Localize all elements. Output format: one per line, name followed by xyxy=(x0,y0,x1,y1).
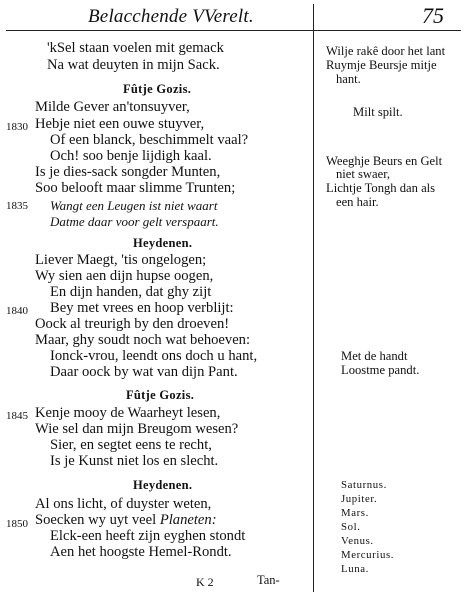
line-number: 1840 xyxy=(6,305,28,317)
margin-note: niet swaer, xyxy=(336,167,391,181)
verse-line: Is je Kunst niet los en slecht. xyxy=(50,453,219,469)
signature-mark: K 2 xyxy=(196,575,214,589)
verse-line: Aen het hoogste Hemel-Rondt. xyxy=(50,544,232,560)
verse-line xyxy=(35,512,217,529)
margin-note: hant. xyxy=(336,72,361,86)
verse-line: Datme daar voor gelt verspaart. xyxy=(50,214,219,229)
margin-note: Wilje rakê door het lant xyxy=(326,44,446,58)
planet-label: Venus. xyxy=(341,535,374,547)
planet-label: Jupiter. xyxy=(341,493,378,505)
verse-line: Hebje niet een ouwe stuyver, xyxy=(35,116,205,132)
planet-label: Mercurius. xyxy=(341,549,395,561)
verse-line: Na wat deuyten in mijn Sack. xyxy=(47,57,220,73)
verse-line: Soo belooft maar slimme Trunten; xyxy=(35,180,236,196)
column-divider xyxy=(313,4,314,592)
planet-label: Luna. xyxy=(341,563,369,575)
planet-label: Sol. xyxy=(341,521,361,533)
margin-note: Lichtje Tongh dan als xyxy=(326,181,436,195)
verse-line: Elck-een heeft zijn eyghen stondt xyxy=(50,528,246,544)
verse-line: Wy sien aen dijn hupse oogen, xyxy=(35,268,214,284)
verse-line: Al ons licht, of duyster weten, xyxy=(35,496,212,512)
running-head: Belacchende VVerelt. xyxy=(88,6,254,27)
speaker-heading: Fûtje Gozis. xyxy=(123,82,192,96)
verse-line: Sier, en segtet eens te recht, xyxy=(50,437,212,453)
verse-line-part: Soecken wy uyt veel xyxy=(35,512,160,528)
line-number: 1845 xyxy=(6,410,28,422)
verse-line: Wangt een Leugen ist niet waart xyxy=(50,198,218,213)
verse-line: Wie sel dan mijn Breugom wesen? xyxy=(35,421,239,437)
verse-line: Kenje mooy de Waarheyt lesen, xyxy=(35,405,221,421)
speaker-heading: Fûtje Gozis. xyxy=(126,388,195,402)
page-number: 75 xyxy=(422,3,444,28)
verse-line: Bey met vrees en hoop verblijt: xyxy=(50,300,234,316)
margin-note: Milt spilt. xyxy=(353,105,403,119)
verse-line: Liever Maegt, 'tis ongelogen; xyxy=(35,252,207,268)
verse-line: Ionck-vrou, leendt ons doch u hant, xyxy=(50,348,258,364)
verse-line: Of een blanck, beschimmelt vaal? xyxy=(50,132,249,148)
catchword: Tan- xyxy=(257,573,280,587)
margin-note: Loostme pandt. xyxy=(341,363,420,377)
margin-note: Ruymje Beursje mitje xyxy=(326,58,437,72)
verse-line: En dijn handen, dat ghy zijt xyxy=(50,284,212,300)
line-number: 1830 xyxy=(6,121,28,133)
line-number: 1835 xyxy=(6,200,28,212)
verse-line: Milde Gever an'tonsuyver, xyxy=(35,99,190,115)
verse-line: Oock al treurigh by den droeven! xyxy=(35,316,230,332)
margin-note: Weeghje Beurs en Gelt xyxy=(326,154,443,168)
verse-line: Is je dies-sack songder Munten, xyxy=(35,164,221,180)
verse-line-italic: Planeten: xyxy=(159,512,217,528)
line-number: 1850 xyxy=(6,518,28,530)
planet-label: Saturnus. xyxy=(341,479,387,491)
verse-line: Daar oock by wat van dijn Pant. xyxy=(50,364,238,380)
verse-line: Maar, ghy soudt noch wat behoeven: xyxy=(35,332,251,348)
planet-label: Mars. xyxy=(341,507,369,519)
verse-line: 'kSel staan voelen mit gemack xyxy=(47,40,224,56)
speaker-heading: Heydenen. xyxy=(133,478,193,492)
verse-line: Och! soo benje lijdigh kaal. xyxy=(50,148,212,164)
speaker-heading: Heydenen. xyxy=(133,236,193,250)
margin-note: een hair. xyxy=(336,195,379,209)
header-rule xyxy=(6,30,461,31)
margin-note: Met de handt xyxy=(341,349,408,363)
